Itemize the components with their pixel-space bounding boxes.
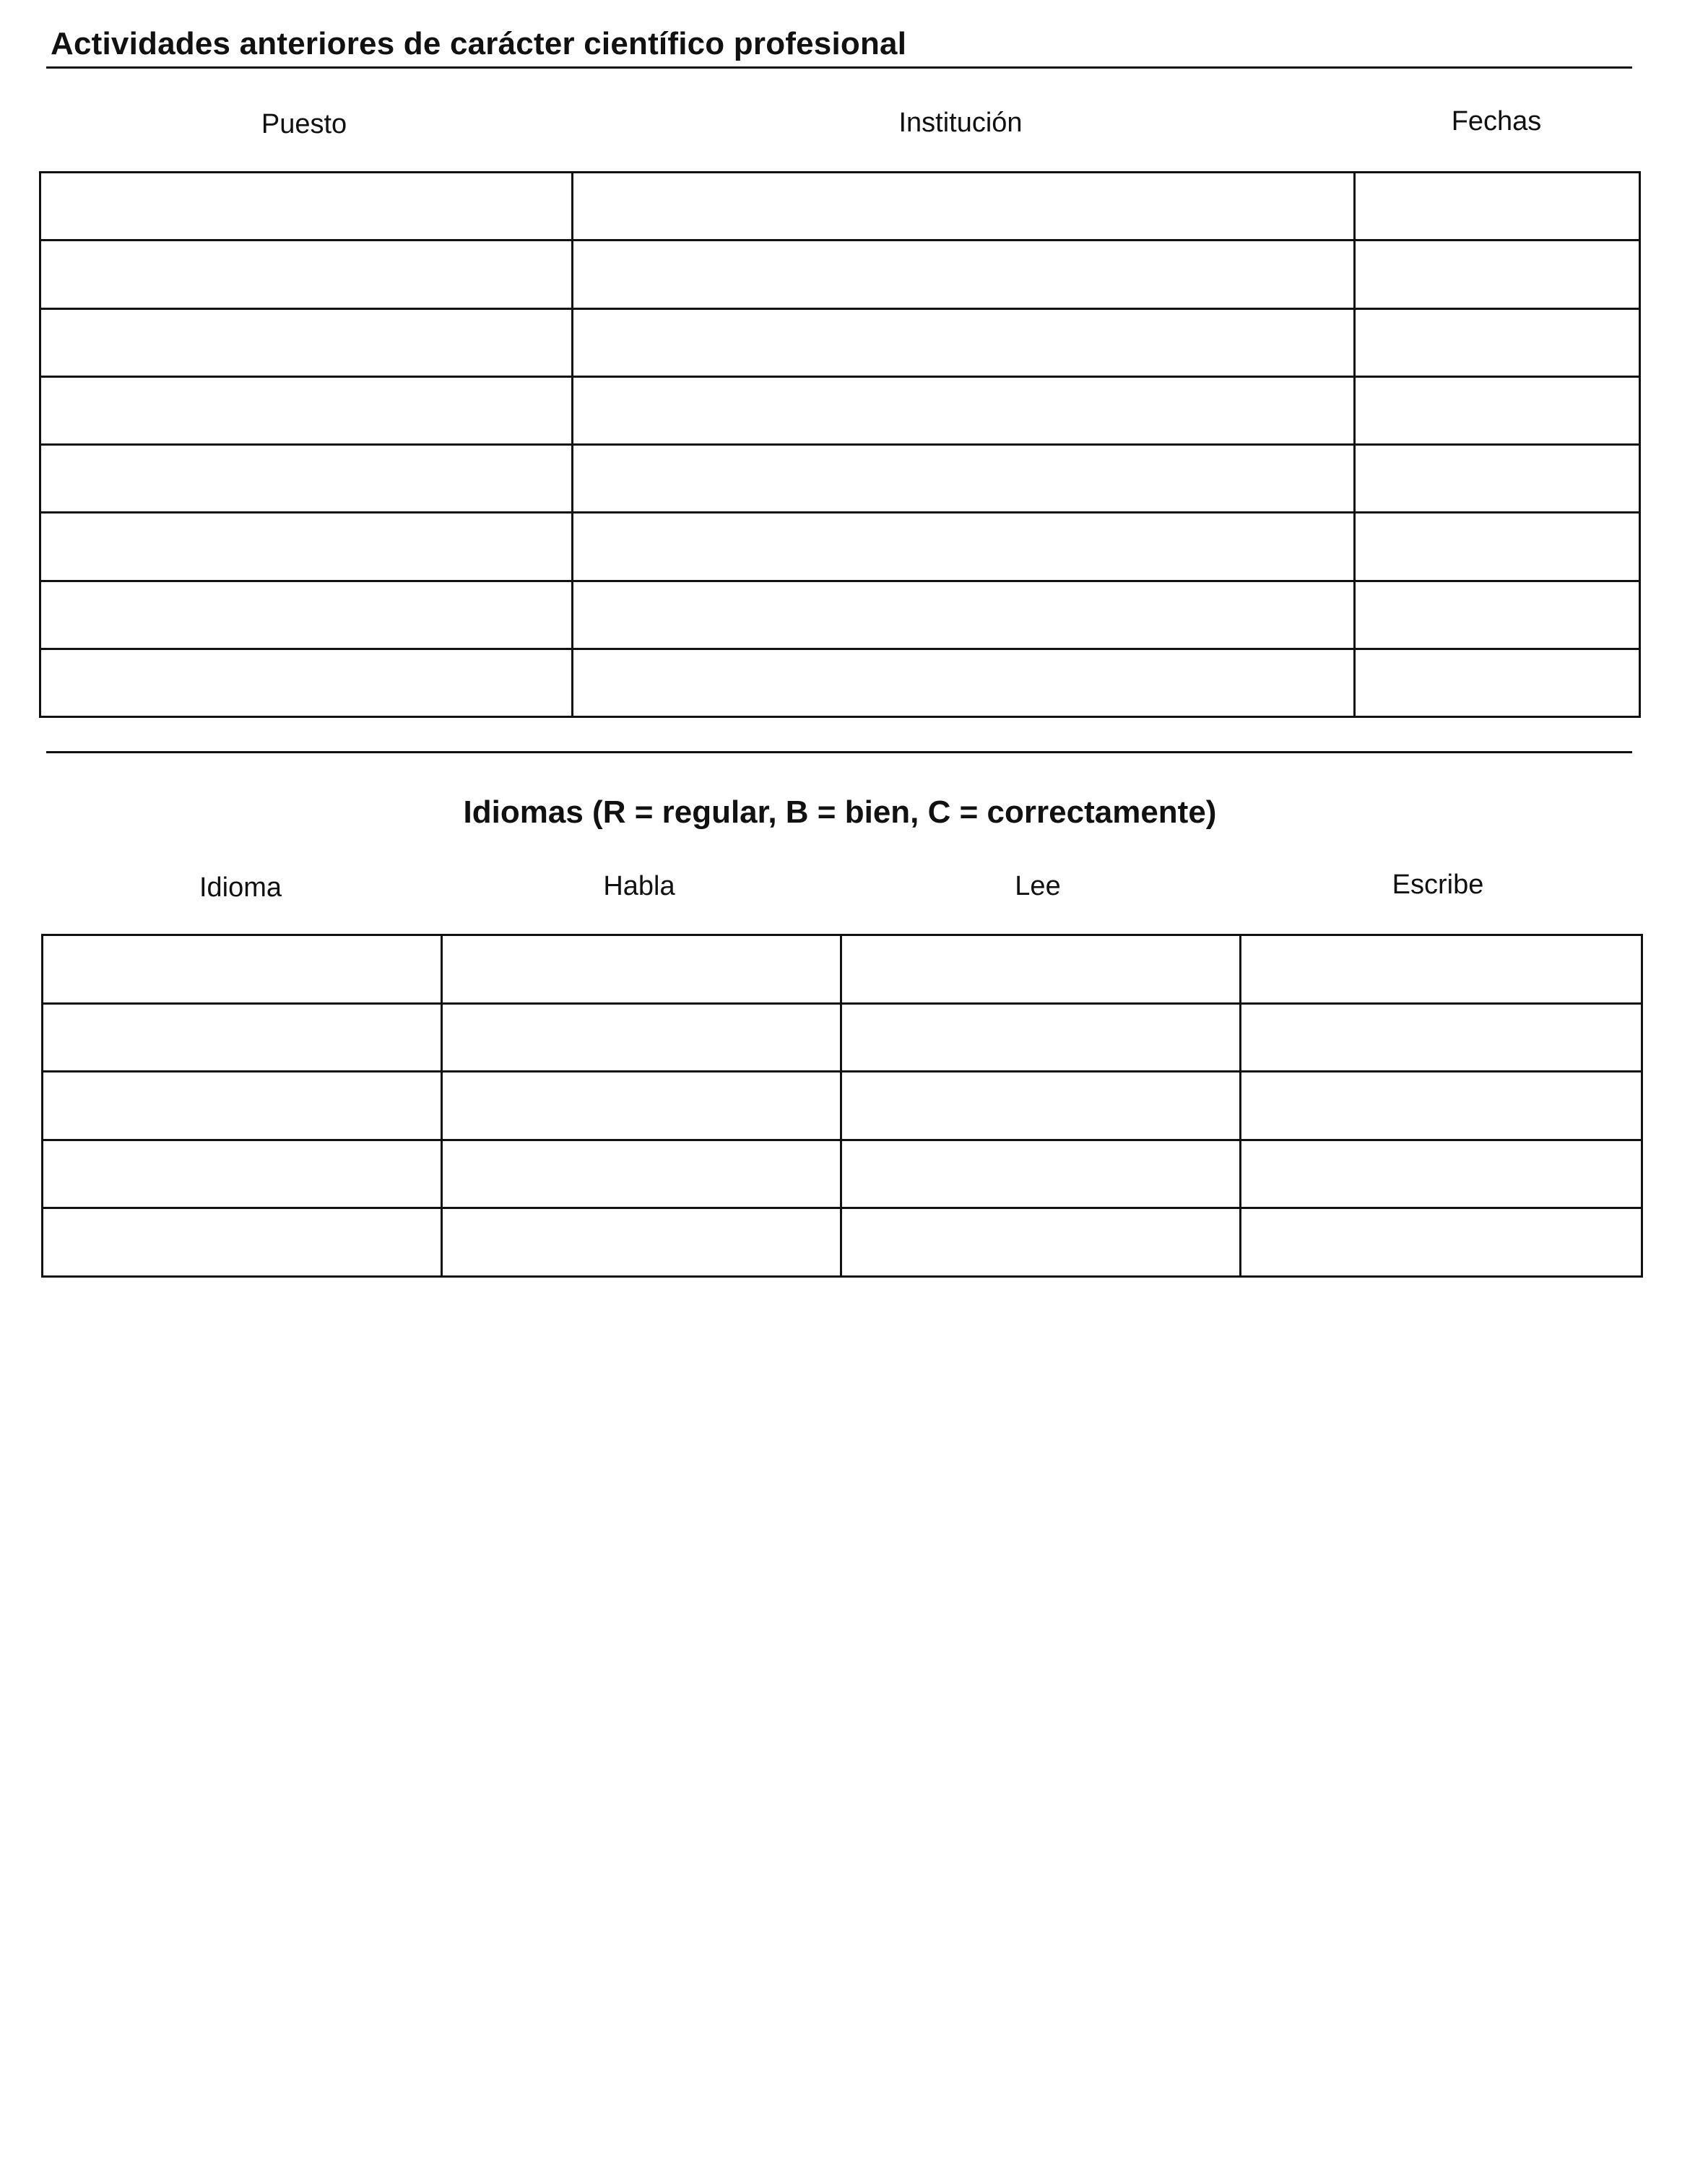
habla-field[interactable]: [442, 1208, 841, 1277]
habla-field[interactable]: [442, 1140, 841, 1208]
habla-field[interactable]: [442, 1003, 841, 1072]
idioma-field[interactable]: [43, 1208, 442, 1277]
idioma-field[interactable]: [43, 935, 442, 1004]
institucion-field[interactable]: [573, 649, 1355, 716]
fechas-field[interactable]: [1355, 308, 1640, 376]
table-row: [43, 1072, 1642, 1140]
fechas-field[interactable]: [1355, 376, 1640, 444]
fechas-field[interactable]: [1355, 445, 1640, 513]
table-row: [43, 935, 1642, 1004]
column-header-habla: Habla: [603, 871, 675, 901]
habla-field[interactable]: [442, 1072, 841, 1140]
section-divider: [46, 751, 1632, 753]
column-header-lee: Lee: [1015, 871, 1061, 901]
activities-section-title: Actividades anteriores de carácter científico profesional: [51, 26, 907, 61]
puesto-field[interactable]: [40, 240, 573, 308]
fechas-field[interactable]: [1355, 581, 1640, 649]
puesto-field[interactable]: [40, 376, 573, 444]
institucion-field[interactable]: [573, 376, 1355, 444]
languages-section-title: Idiomas (R = regular, B = bien, C = correctamente): [463, 794, 1217, 830]
fechas-field[interactable]: [1355, 649, 1640, 716]
puesto-field[interactable]: [40, 308, 573, 376]
table-row: [40, 308, 1640, 376]
institucion-field[interactable]: [573, 240, 1355, 308]
column-header-idioma: Idioma: [199, 872, 282, 903]
idioma-field[interactable]: [43, 1140, 442, 1208]
puesto-field[interactable]: [40, 173, 573, 240]
activities-table: [39, 171, 1641, 718]
lee-field[interactable]: [841, 1072, 1241, 1140]
table-row: [40, 240, 1640, 308]
column-header-puesto: Puesto: [261, 109, 347, 139]
habla-field[interactable]: [442, 935, 841, 1004]
institucion-field[interactable]: [573, 173, 1355, 240]
languages-table: [41, 934, 1643, 1278]
lee-field[interactable]: [841, 935, 1241, 1004]
fechas-field[interactable]: [1355, 240, 1640, 308]
table-row: [40, 376, 1640, 444]
fechas-field[interactable]: [1355, 173, 1640, 240]
table-row: [40, 513, 1640, 581]
table-row: [43, 1140, 1642, 1208]
lee-field[interactable]: [841, 1003, 1241, 1072]
escribe-field[interactable]: [1241, 935, 1642, 1004]
activities-title-underline: [46, 66, 1632, 69]
escribe-field[interactable]: [1241, 1072, 1642, 1140]
puesto-field[interactable]: [40, 581, 573, 649]
institucion-field[interactable]: [573, 308, 1355, 376]
puesto-field[interactable]: [40, 513, 573, 581]
lee-field[interactable]: [841, 1208, 1241, 1277]
idioma-field[interactable]: [43, 1072, 442, 1140]
puesto-field[interactable]: [40, 649, 573, 716]
idioma-field[interactable]: [43, 1003, 442, 1072]
escribe-field[interactable]: [1241, 1208, 1642, 1277]
table-row: [40, 581, 1640, 649]
lee-field[interactable]: [841, 1140, 1241, 1208]
table-row: [43, 1208, 1642, 1277]
fechas-field[interactable]: [1355, 513, 1640, 581]
table-row: [40, 649, 1640, 716]
institucion-field[interactable]: [573, 581, 1355, 649]
escribe-field[interactable]: [1241, 1003, 1642, 1072]
institucion-field[interactable]: [573, 513, 1355, 581]
table-row: [43, 1003, 1642, 1072]
column-header-institucion: Institución: [898, 108, 1023, 138]
puesto-field[interactable]: [40, 445, 573, 513]
table-row: [40, 445, 1640, 513]
escribe-field[interactable]: [1241, 1140, 1642, 1208]
institucion-field[interactable]: [573, 445, 1355, 513]
column-header-escribe: Escribe: [1392, 870, 1484, 900]
column-header-fechas: Fechas: [1451, 106, 1542, 136]
table-row: [40, 173, 1640, 240]
